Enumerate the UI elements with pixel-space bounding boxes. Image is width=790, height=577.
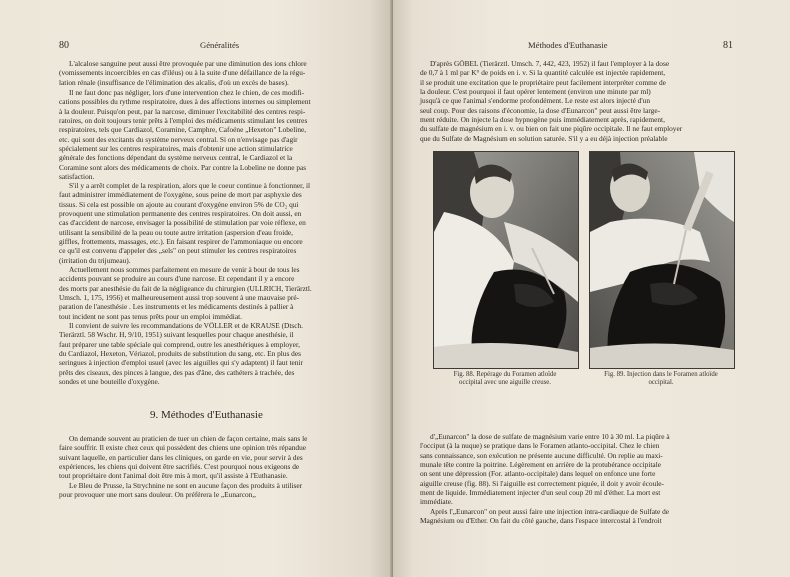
fig88-image — [434, 152, 578, 368]
text-line: spécialement sur les centres respiratoires, mais d'obtenir une action stimulatrice — [59, 144, 293, 154]
text-line: aiguille creuse (fig. 88). Si l'aiguille est correctement piquée, il doit y avoir écoule- — [420, 478, 664, 488]
text-line: munale tête contre la poitrine. Légèrement en arrière de la protubérance occipitale — [420, 460, 661, 470]
text-line: ratoires, on doit toujours tenir prêts à l'emploi des médicaments stimulant les centres — [59, 116, 308, 126]
right-page-header: Méthodes d'Euthanasie — [528, 40, 608, 50]
text-line: tout propriétaire dont l'animal doit être mis à mort, qu'il assiste à l'Euthanasie. — [59, 471, 288, 481]
text-line: D'après GÖBEL (Tierärztl. Umsch. 7, 442, 423, 1952) il faut l'employer à la dose — [430, 59, 670, 68]
text-line: que du Sulfate de Magnésium en solution saturée. S'il y a eu déjà injection préalable — [420, 133, 668, 143]
text-line: Magnésium ou d'Ether. On fait du côté gauche, dans l'espace intercostal à l'endroit — [420, 516, 662, 526]
text-line: seul coup. Pour des raisons d'économie, la dose d'Eunarcon" peut aussi être large- — [420, 105, 661, 115]
text-line: faut préparer une table spéciale qui comprend, outre les anesthériques à employer, — [59, 339, 300, 349]
text-line: Le Bleu de Prusse, la Strychnine ne sont en aucune façon des produits à utiliser — [69, 481, 303, 490]
left-para-5 — [59, 321, 362, 386]
text-line: cas d'accident de narcose, envisager la possibilité de stimulation par voie réflexe, en — [59, 218, 306, 228]
text-line: immédiate. — [420, 497, 453, 507]
text-line: Après l'„Eunarcon" on peut aussi faire une injection intra-cardiaque de Sulfate de — [430, 507, 670, 516]
text-line: ce qu'il est convenu d'appeler des „sels" on peut stimuler les centres respiratoires — [59, 246, 297, 256]
text-line: de 0,7 à 1 ml par K° de poids en i. v. Si la quantité calculée est injectée rapidement, — [420, 68, 666, 78]
text-line: la douleur. C'est pourquoi il faut opérer lentement (environ une minute par ml) — [420, 87, 651, 97]
text-line: respiratoires, tels que Cardiazol, Coramine, Camphre, Cafoéne „Hexeton" Lobeline, — [59, 125, 307, 135]
text-line: (vomissements incoercibles en cas d'iléus) ou à la suite d'une défaillance de la régu- — [59, 68, 306, 78]
text-line: on sent une dépression (For. atlanto-occipitale) dans lequel on enfonce une forte — [420, 469, 656, 479]
left-para-7 — [59, 481, 362, 500]
text-line: Il convient de suivre les recommandations de VÖLLER et de KRAUSE (Dtsch. — [69, 321, 303, 330]
text-line: accidents pouvant se produire au cours d'une narcose. Et cependant il y a encore — [59, 274, 295, 284]
text-line: Tierärztl. 58 Wschr. H, 9/10, 1951) suivant lesquelles pour chaque anesthésie, il — [59, 330, 294, 340]
text-line: utilisant la sensibilité de la peau ou toute autre irritation (aspersion d'eau froide, — [59, 227, 294, 237]
text-line: des morts par anesthésie du fait de la négligeance du chirurgien (ULLRICH, Tierärztl. — [59, 283, 312, 293]
text-line: satisfaction. — [59, 172, 95, 182]
left-para-3 — [59, 181, 362, 265]
text-line: générale des fonctions dépendant du système nerveux central, le Cardiazol et la — [59, 153, 293, 163]
text-line: suivant laquelle, en particulier dans les cliniques, on garde en vie, pour servir à des — [59, 452, 303, 462]
figure-88-photo — [433, 151, 579, 369]
text-line: d'„Eunarcon" la dose de sulfate de magnésium varie entre 10 à 30 ml. La piqûre à — [430, 432, 670, 441]
fig89-image — [590, 152, 734, 368]
right-para-1 — [420, 59, 738, 143]
text-line: tissus. Si cela est possible on ajoute au courant d'oxygène environ 5% de CO₂ qui — [59, 199, 299, 209]
text-line: seringues à injection d'emploi usuel (avec les aiguilles qui s'y adaptent) il faut tenir — [59, 358, 303, 368]
text-line: faut administrer immédiatement de l'oxygène, sous peine de mort par asphyxie des — [59, 190, 302, 200]
text-line: Coramine sont alors des médicaments de choix. Par contre la Lobeline ne donne pas — [59, 162, 307, 172]
text-line: il se produit une excitation que le propriétaire peut facilement interpréter comme de — [420, 77, 666, 87]
text-line: S'il y a arrêt complet de la respiration, alors que le coeur continue à fonctionner, il — [69, 181, 311, 190]
right-para-3 — [420, 507, 738, 526]
text-line: faire souffrir. Il existe chez ceux qui possèdent des chiens une opinion très répandue — [59, 443, 307, 453]
text-line: expériences, les chiens qui doivent être sacrifiés. C'est pourquoi nous exigeons de — [59, 462, 300, 472]
text-line: L'alcalose sanguine peut aussi être provoquée par une diminution des ions chlore — [69, 59, 307, 68]
text-line: jusqu'à ce que l'animal s'endorme profondément. Le reste est alors injecté d'un — [420, 96, 651, 106]
text-line: du sulfate de magnésium en i. v. ou bien on fait une piqûre occipitale. Il ne faut employer — [420, 124, 683, 134]
text-line: sondes et une bouteille d'oxygène. — [59, 377, 160, 387]
text-line: (irritation du trijumeau). — [59, 255, 131, 265]
text-line: l'occiput (à la nuque) se pratique dans le Foramen atlanto-occipital. Chez le chien — [420, 441, 660, 451]
text-line: du Cardiazol, Hexeton, Vériazol, produits de substitution du sang, etc. En plus des — [59, 349, 301, 359]
text-line: cations possibles du rythme respiratoire, dues à des affections internes ou simplement — [59, 97, 311, 107]
left-para-4 — [59, 265, 362, 321]
left-page-number: 80 — [59, 40, 69, 51]
text-line: pour provoquer une mort sans douleur. On préférera le „Eunarcon,, — [59, 490, 256, 500]
figure-pair — [433, 151, 733, 391]
text-line: Il ne faut donc pas négliger, lors d'une intervention chez le chien, de ces modifi- — [69, 88, 305, 97]
left-para-6 — [59, 434, 362, 481]
text-line: tout incident ne sont pas tenus prêts pour un emploi immédiat. — [59, 311, 242, 321]
left-para-1 — [59, 59, 362, 87]
text-line: provoquent une stimulation permanente des centres respiratoires. On doit aussi, en — [59, 209, 302, 219]
left-para-2 — [59, 88, 362, 181]
figure-89-photo — [589, 151, 735, 369]
text-line: à la douleur. Puisqu'on peut, par la narcose, diminuer l'excitabilité des centres respi- — [59, 106, 306, 116]
text-line: Umsch. 1, 175, 1956) et malheureusement aussi trop souvent à une mauvaise pré- — [59, 293, 300, 303]
text-line: Actuellement nous sommes parfaitement en mesure de venir à bout de tous les — [69, 265, 300, 274]
text-line: ment de liquide. Immédiatement injecter d'un seul coup 20 ml d'éther. La mort est — [420, 488, 661, 498]
figure-88-caption: Fig. 88. Repérage du Foramen atloïde occipital avec une aiguille creuse. — [453, 371, 557, 387]
text-line: paration de l'anesthésie . Les instruments et les médicaments destinés à pallier à — [59, 302, 294, 312]
text-line: ment réduite. On injecte la dose hypnogène puis immédiatement après, rapidement, — [420, 115, 665, 125]
right-para-2 — [420, 432, 738, 507]
text-line: giffles, frottements, massages, etc.). En faisant respirer de l'ammoniaque ou encore — [59, 237, 303, 247]
text-line: sans connaissance, son exécution ne présente aucune difficulté. On replie au maxi- — [420, 450, 663, 460]
text-line: etc. qui sont des excitants du système nerveux central. Si on n'envisage pas d'agir — [59, 134, 298, 144]
text-line: prêts des ciseaux, des pinces à langue, des pas d'âne, des cathéters à trachée, des — [59, 367, 295, 377]
right-page-number: 81 — [723, 40, 733, 51]
left-page-header: Généralités — [200, 40, 240, 50]
section-title: 9. Méthodes d'Euthanasie — [150, 409, 263, 421]
text-line: lation rénale (insuffisance de l'élimination des alcalis, d'où un excès de bases). — [59, 77, 289, 87]
figure-89-caption: Fig. 89. Injection dans le Foramen atloïde occipital. — [604, 371, 718, 387]
text-line: On demande souvent au praticien de tuer un chien de façon certaine, mais sans le — [69, 434, 308, 443]
